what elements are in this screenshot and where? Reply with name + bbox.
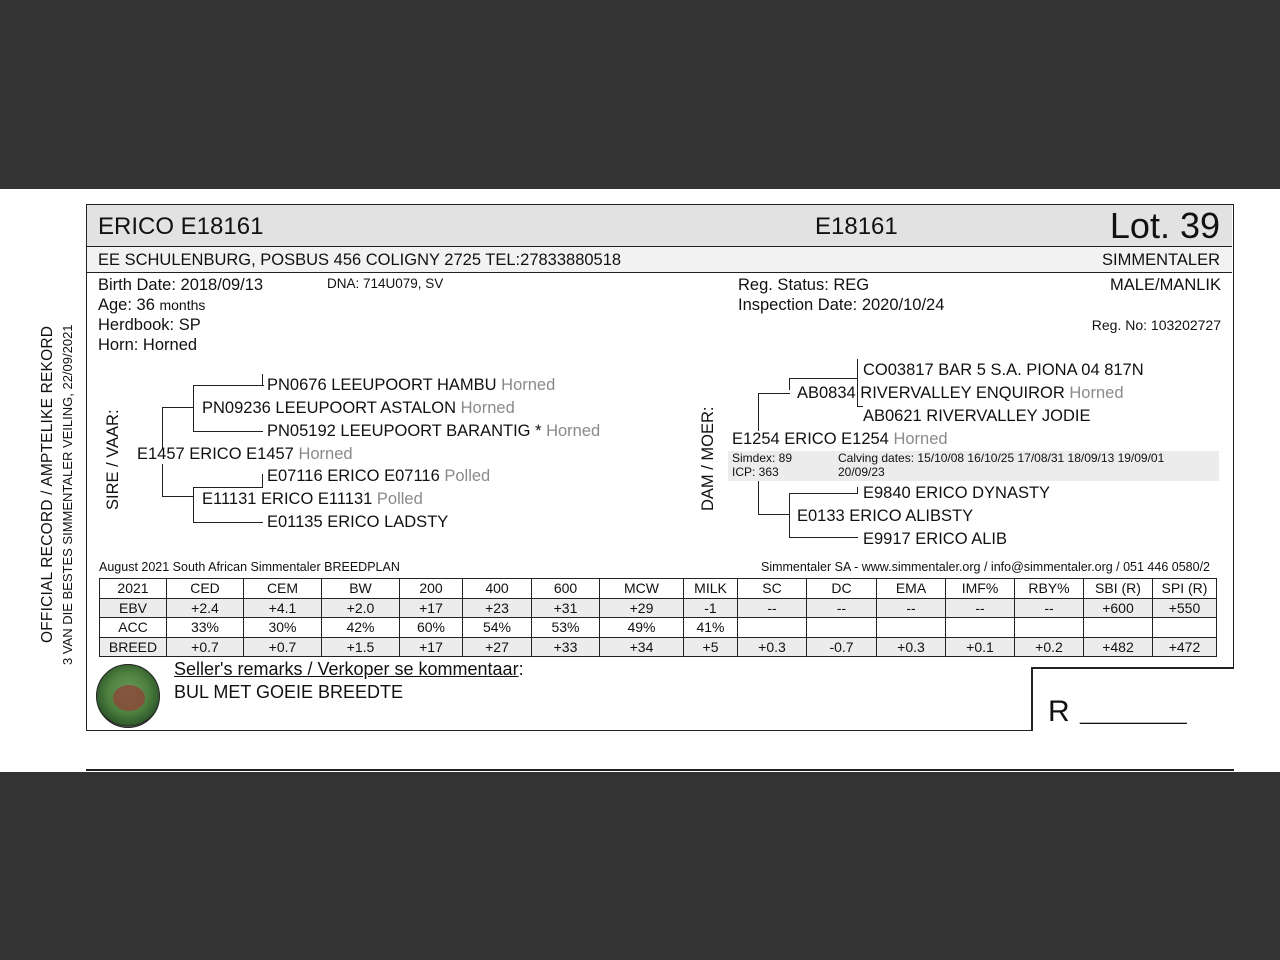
- reg-status: Reg. Status: REG: [738, 276, 870, 294]
- ebv-cell: 200: [400, 579, 463, 599]
- ebv-header-row: [100, 579, 1217, 599]
- dam-dam-sire: E9840 ERICO DYNASTY: [863, 484, 1051, 502]
- sire-dam-sire: E07116 ERICO E07116 Polled: [267, 467, 491, 485]
- ebv-cell: RBY%: [1015, 579, 1084, 599]
- dam-dam: E0133 ERICO ALIBSTY: [797, 507, 974, 525]
- ebv-cell: SBI (R): [1084, 579, 1153, 599]
- ebv-cell: CEM: [244, 579, 322, 599]
- ebv-cell: 49%: [600, 618, 684, 638]
- ebv-cell: +600: [1084, 598, 1153, 618]
- ebv-cell: BREED: [100, 637, 167, 657]
- pedigree-line: [193, 385, 194, 432]
- ebv-cell: [807, 618, 877, 638]
- ebv-cell: --: [1015, 598, 1084, 618]
- dam-simdex: Simdex: 89: [732, 451, 793, 465]
- pedigree-line: [162, 464, 163, 497]
- ebv-cell: MCW: [600, 579, 684, 599]
- ebv-cell: +0.1: [946, 637, 1015, 657]
- pedigree-line: [789, 378, 790, 390]
- pedigree-line: [162, 407, 163, 450]
- ebv-cell: +31: [532, 598, 600, 618]
- title-bar: [87, 205, 1232, 247]
- ebv-cell: 600: [532, 579, 600, 599]
- ebv-cell: +0.3: [738, 637, 807, 657]
- ebv-cell: EBV: [100, 598, 167, 618]
- pedigree-line: [789, 493, 858, 494]
- horn-status: Horn: Horned: [98, 336, 198, 354]
- pedigree-line: [789, 493, 790, 537]
- sire-sire-sire: PN0676 LEEUPOORT HAMBU Horned: [267, 376, 556, 394]
- ebv-cell: 33%: [167, 618, 244, 638]
- ebv-cell: +0.7: [167, 637, 244, 657]
- ebv-cell: ACC: [100, 618, 167, 638]
- ebv-cell: +2.4: [167, 598, 244, 618]
- herdbook: Herdbook: SP: [98, 316, 201, 334]
- birth-date: Birth Date: 2018/09/13: [98, 276, 264, 294]
- dna: DNA: 714U079, SV: [327, 276, 444, 291]
- ebv-cell: DC: [807, 579, 877, 599]
- ebv-cell: 42%: [322, 618, 400, 638]
- seller-bar: [87, 247, 1232, 273]
- animal-card: [86, 204, 1234, 731]
- pedigree-line: [758, 393, 790, 394]
- ebv-cell: --: [738, 598, 807, 618]
- pedigree-line: [262, 474, 263, 488]
- remarks-label: Seller's remarks / Verkoper se kommentaar:: [174, 659, 524, 679]
- ebv-row: [100, 637, 1217, 657]
- ebv-table: [99, 578, 1217, 657]
- pedigree-line: [789, 537, 858, 538]
- frame-step-vertical: [1031, 668, 1033, 731]
- ebv-cell: -1: [684, 598, 738, 618]
- ebv-cell: MILK: [684, 579, 738, 599]
- auction-label: 3 VAN DIE BESTES SIMMENTALER VEILING, 22/09/2021: [60, 324, 75, 665]
- ebv-cell: +17: [400, 598, 463, 618]
- pedigree-line: [162, 496, 194, 497]
- ebv-cell: +1.5: [322, 637, 400, 657]
- dam-sire-sire: CO03817 BAR 5 S.A. PIONA 04 817N: [863, 361, 1144, 379]
- ebv-cell: [877, 618, 946, 638]
- sire: E1457 ERICO E1457 Horned: [137, 445, 353, 463]
- sire-dam: E11131 ERICO E11131 Polled: [202, 490, 423, 508]
- pedigree-line: [758, 393, 759, 431]
- ebv-cell: [738, 618, 807, 638]
- official-record-label: OFFICIAL RECORD / AMPTELIKE REKORD: [39, 325, 56, 643]
- ebv-cell: BW: [322, 579, 400, 599]
- sire-dam-dam: E01135 ERICO LADSTY: [267, 513, 449, 531]
- ebv-cell: 2021: [100, 579, 167, 599]
- pedigree-line: [789, 378, 858, 379]
- price-field[interactable]: __________: [1080, 703, 1187, 725]
- ebv-cell: +34: [600, 637, 684, 657]
- seller-details: EE SCHULENBURG, POSBUS 456 COLIGNY 2725 TEL:27833880518: [98, 251, 622, 269]
- ebv-cell: [1153, 618, 1217, 638]
- dam-sire: AB0834 RIVERVALLEY ENQUIROR Horned: [797, 384, 1124, 402]
- ebv-cell: 54%: [463, 618, 532, 638]
- ebv-cell: [1015, 618, 1084, 638]
- ebv-cell: +33: [532, 637, 600, 657]
- ebv-cell: 60%: [400, 618, 463, 638]
- ebv-cell: --: [946, 598, 1015, 618]
- pedigree-line: [162, 407, 194, 408]
- ebv-cell: +27: [463, 637, 532, 657]
- pedigree-line: [193, 487, 194, 522]
- ebv-row: [100, 618, 1217, 638]
- ebv-cell: +17: [400, 637, 463, 657]
- sire-sire-dam: PN05192 LEEUPOORT BARANTIG * Horned: [267, 422, 601, 440]
- ebv-cell: SC: [738, 579, 807, 599]
- pedigree-line: [758, 514, 790, 515]
- animal-name: ERICO E18161: [98, 213, 264, 240]
- ebv-cell: 400: [463, 579, 532, 599]
- dam-label: DAM / MOER:: [699, 406, 717, 511]
- lot-number: Lot. 39: [1109, 205, 1220, 246]
- ebv-cell: [1084, 618, 1153, 638]
- inspection-date: Inspection Date: 2020/10/24: [738, 296, 945, 314]
- society-contact: Simmentaler SA - www.simmentaler.org / info@simmentaler.org / 051 446 0580/2: [760, 560, 1210, 574]
- breedplan-source: August 2021 South African Simmentaler BREEDPLAN: [99, 560, 400, 574]
- dam-sire-dam: AB0621 RIVERVALLEY JODIE: [863, 407, 1091, 425]
- dam-icp: ICP: 363: [732, 465, 779, 479]
- ebv-cell: EMA: [877, 579, 946, 599]
- pedigree-line: [758, 504, 759, 515]
- sex: MALE/MANLIK: [1110, 276, 1221, 294]
- pedigree-line: [262, 374, 263, 386]
- age: [98, 297, 205, 314]
- ebv-cell: +2.0: [322, 598, 400, 618]
- ebv-cell: +23: [463, 598, 532, 618]
- ebv-cell: 30%: [244, 618, 322, 638]
- price-currency: R: [1048, 695, 1070, 728]
- ebv-cell: --: [877, 598, 946, 618]
- pedigree-line: [857, 487, 858, 494]
- ebv-cell: +0.3: [877, 637, 946, 657]
- breed-label: SIMMENTALER: [1102, 251, 1220, 269]
- ebv-cell: +472: [1153, 637, 1217, 657]
- ebv-cell: +0.2: [1015, 637, 1084, 657]
- pedigree-line: [193, 431, 263, 432]
- ebv-cell: 53%: [532, 618, 600, 638]
- ebv-cell: SPI (R): [1153, 579, 1217, 599]
- ebv-row: [100, 598, 1217, 618]
- dam: E1254 ERICO E1254 Horned: [732, 430, 948, 448]
- ebv-cell: +29: [600, 598, 684, 618]
- pedigree-line: [193, 487, 263, 488]
- ebv-cell: -0.7: [807, 637, 877, 657]
- sire-label: SIRE / VAAR:: [104, 409, 122, 510]
- sire-sire: PN09236 LEEUPOORT ASTALON Horned: [202, 399, 515, 417]
- ebv-cell: +0.7: [244, 637, 322, 657]
- remarks-text: BUL MET GOEIE BREEDTE: [174, 682, 404, 702]
- ebv-cell: +5: [684, 637, 738, 657]
- ebv-cell: [946, 618, 1015, 638]
- ebv-cell: --: [807, 598, 877, 618]
- ebv-cell: +4.1: [244, 598, 322, 618]
- bottom-divider: [86, 769, 1234, 771]
- society-logo: [96, 664, 160, 728]
- calving-dates-cont: 20/09/23: [838, 465, 885, 479]
- ebv-cell: +482: [1084, 637, 1153, 657]
- age-value: Age: 36: [98, 296, 155, 314]
- pedigree-line: [193, 385, 263, 386]
- animal-code: E18161: [815, 213, 898, 240]
- dam-dam-dam: E9917 ERICO ALIB: [863, 530, 1007, 548]
- frame-step: [1031, 667, 1234, 669]
- ebv-cell: CED: [167, 579, 244, 599]
- ebv-cell: +550: [1153, 598, 1217, 618]
- ebv-cell: 41%: [684, 618, 738, 638]
- ebv-cell: IMF%: [946, 579, 1015, 599]
- calving-dates: Calving dates: 15/10/08 16/10/25 17/08/31 18/09/13 19/09/01: [838, 451, 1165, 465]
- pedigree-line: [193, 522, 263, 523]
- age-unit: months: [159, 297, 206, 313]
- reg-number: Reg. No: 103202727: [1091, 317, 1221, 333]
